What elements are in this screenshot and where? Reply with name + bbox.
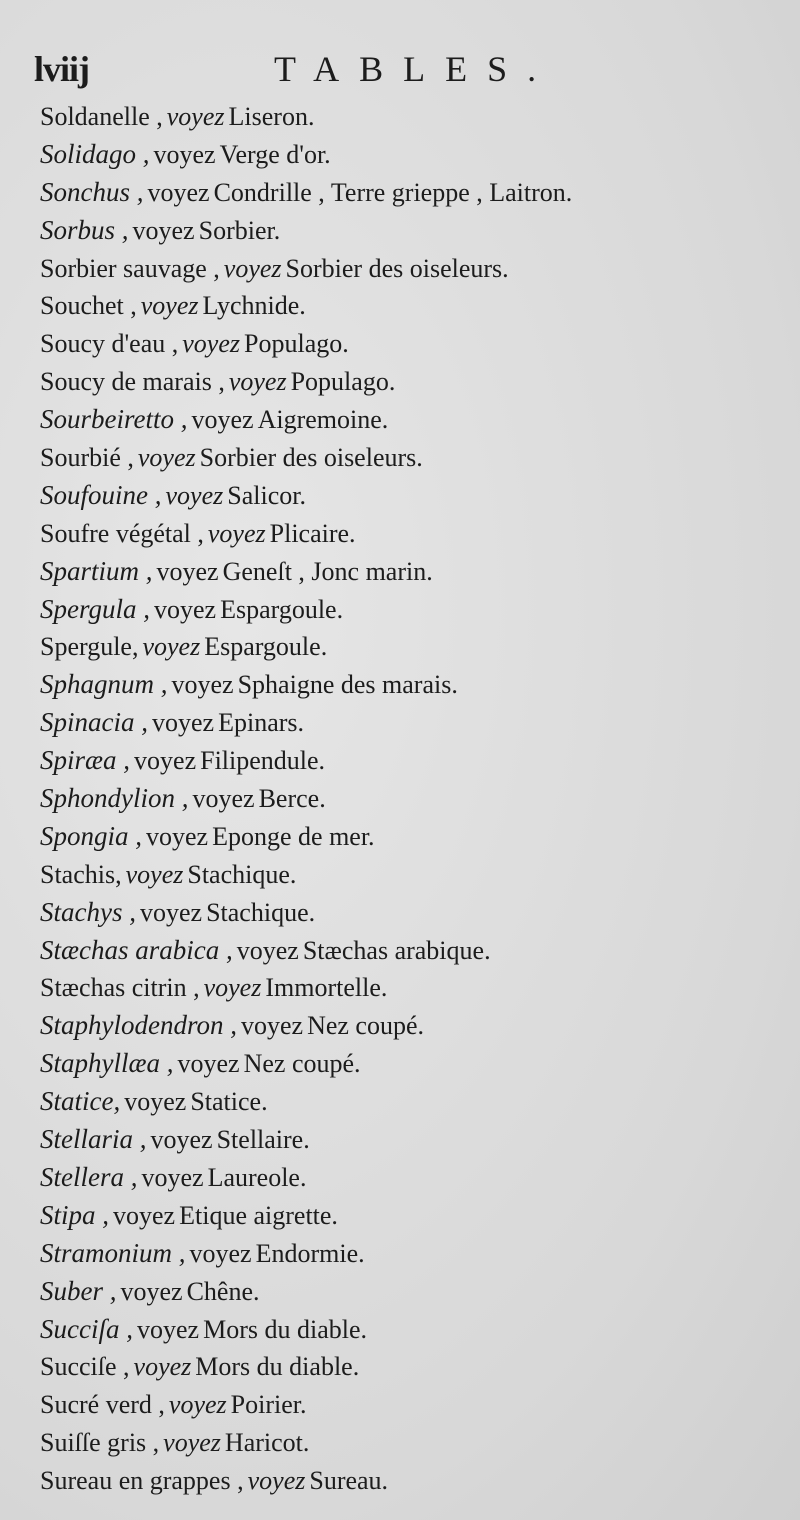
index-entry [40, 477, 780, 515]
index-entry [40, 250, 780, 288]
index-entry [40, 1159, 780, 1197]
entry-voyez: voyez [136, 1314, 200, 1344]
entry-voyez: voyez [191, 405, 254, 435]
entry-term: Sphagnum , [40, 669, 168, 700]
index-entry [40, 515, 780, 553]
entry-term: Sourbeiretto , [40, 404, 188, 435]
entry-term: Statice, [40, 1086, 121, 1117]
entry-target: Sorbier. [198, 215, 281, 245]
entry-target: Verge d'or. [219, 139, 331, 169]
entry-target: Populago. [244, 329, 349, 359]
entry-target: Haricot. [224, 1428, 310, 1458]
entry-target: Sureau. [309, 1466, 389, 1496]
index-entry [40, 969, 780, 1007]
entry-term: Stachys , [40, 896, 136, 927]
entry-target: Endormie. [255, 1238, 365, 1268]
index-entry [40, 174, 780, 212]
entry-term: Staphylodendron , [40, 1010, 237, 1041]
entry-target: Chêne. [186, 1276, 260, 1306]
entry-target: Stachique. [187, 859, 297, 889]
entry-voyez: voyez [124, 1087, 187, 1117]
entry-voyez: voyez [247, 1466, 306, 1496]
entry-term: Sphondylion , [40, 783, 189, 814]
entry-term: Suiſſe gris , [40, 1428, 160, 1458]
entry-target: Eponge de mer. [212, 821, 375, 851]
entry-term: Soufre végétal , [40, 518, 204, 548]
page-header [34, 48, 774, 96]
entry-voyez: voyez [168, 1390, 227, 1420]
index-entry [40, 325, 780, 363]
entry-term: Spartium , [40, 555, 153, 586]
entry-voyez: voyez [150, 1125, 213, 1155]
entry-voyez: voyez [120, 1276, 183, 1306]
index-entry [40, 136, 780, 174]
entry-voyez: voyez [156, 556, 219, 586]
entry-voyez: voyez [146, 821, 209, 851]
index-entry [40, 1045, 780, 1083]
index-entry [40, 1007, 780, 1045]
index-entry [40, 287, 780, 325]
index-entry [40, 1121, 780, 1159]
index-entry [40, 666, 780, 704]
entry-target: Berce. [258, 784, 326, 814]
entry-target: Salicor. [227, 480, 306, 510]
entry-term: Spiræa , [40, 745, 131, 776]
entry-target: Statice. [190, 1087, 268, 1117]
entry-term: Stipa , [40, 1199, 110, 1230]
entry-voyez: voyez [189, 1238, 252, 1268]
entry-term: Succiſa , [40, 1313, 133, 1344]
entry-term: Staphyllæa , [40, 1048, 174, 1079]
entry-voyez: voyez [152, 708, 215, 738]
entry-voyez: voyez [223, 253, 282, 283]
entry-voyez: voyez [203, 973, 262, 1003]
entry-target: Etique aigrette. [179, 1200, 338, 1230]
entry-term: Soucy de marais , [40, 367, 225, 397]
index-entry [40, 439, 780, 477]
entry-voyez: voyez [163, 1428, 221, 1458]
entry-term: Stachis, [40, 859, 122, 889]
index-entry [40, 553, 780, 591]
entry-term: Spergula , [40, 593, 150, 624]
entry-term: Sonchus , [40, 176, 144, 207]
entry-voyez: voyez [142, 632, 201, 662]
entry-term: Stæchas citrin , [40, 973, 200, 1003]
entry-voyez: voyez [182, 329, 241, 359]
entry-target: Espargoule. [220, 594, 344, 624]
index-entry [40, 894, 780, 932]
index-entry [40, 1311, 780, 1349]
entry-term: Stramonium , [40, 1237, 186, 1268]
index-entry [40, 628, 780, 666]
entry-voyez: voyez [166, 102, 225, 131]
entry-target: Plicaire. [269, 518, 356, 548]
index-entry [40, 1424, 780, 1462]
entry-voyez: voyez [140, 291, 199, 321]
entry-target: Nez coupé. [243, 1049, 361, 1079]
entry-term: Spinacia , [40, 707, 148, 738]
entry-target: Sphaigne des marais. [237, 670, 458, 700]
entry-term: Succiſe , [40, 1352, 130, 1382]
entry-voyez: voyez [192, 784, 255, 814]
entry-voyez: voyez [147, 177, 210, 207]
index-entry [40, 780, 780, 818]
entry-term: Sourbié , [40, 443, 134, 473]
entry-target: Espargoule. [204, 632, 328, 662]
entry-voyez: voyez [177, 1049, 240, 1079]
index-entry [40, 704, 780, 742]
entry-target: Condrille , Terre grieppe , Laitron. [213, 177, 573, 207]
entry-target: Nez coupé. [307, 1011, 425, 1041]
entry-target: Stæchas arabique. [302, 935, 491, 965]
entry-term: Soufouine , [40, 479, 162, 510]
entry-term: Sucré verd , [40, 1390, 165, 1420]
entry-term: Sureau en grappes , [40, 1466, 244, 1496]
entry-term: Suber , [40, 1275, 117, 1306]
entry-target: Immortelle. [265, 973, 388, 1003]
entry-target: Geneſt , Jonc marin. [222, 556, 433, 586]
entry-target: Epinars. [218, 708, 305, 738]
index-entry [40, 818, 780, 856]
index-entry [40, 98, 780, 136]
entry-term: Sorbier sauvage , [40, 253, 220, 283]
entry-voyez: voyez [165, 480, 224, 510]
entry-target: Laureole. [207, 1162, 307, 1192]
entry-term: Stellaria , [40, 1124, 147, 1155]
index-entry [40, 742, 780, 780]
entry-target: Stachique. [206, 897, 316, 927]
entry-voyez: voyez [154, 594, 217, 624]
entry-target: Aigremoine. [257, 405, 389, 435]
entry-voyez: voyez [125, 859, 184, 889]
index-entry [40, 401, 780, 439]
entry-term: Stæchas arabica , [40, 934, 233, 965]
entry-target: Sorbier des oiseleurs. [285, 253, 509, 283]
entry-term: Souchet , [40, 291, 137, 321]
entry-term: Spergule, [40, 632, 139, 662]
index-entry [40, 1348, 780, 1386]
entry-target: Poirier. [230, 1390, 307, 1420]
entry-term: Sorbus , [40, 214, 129, 245]
entry-voyez: voyez [137, 443, 196, 473]
index-entry [40, 1273, 780, 1311]
entry-voyez: voyez [132, 215, 195, 245]
index-entry [40, 212, 780, 250]
index-entry [40, 1386, 780, 1424]
entry-voyez: voyez [236, 935, 299, 965]
index-entry-list [40, 98, 780, 1500]
index-entry [40, 591, 780, 629]
page-number: lviij [34, 49, 89, 89]
entry-term: Soldanelle , [40, 102, 163, 131]
entry-voyez: voyez [134, 746, 197, 776]
entry-voyez: voyez [139, 897, 203, 927]
index-entry [40, 856, 780, 894]
index-entry [40, 1462, 780, 1500]
entry-voyez: voyez [207, 518, 266, 548]
entry-voyez: voyez [153, 139, 216, 169]
entry-voyez: voyez [171, 670, 234, 700]
entry-term: Stellera , [40, 1161, 138, 1192]
entry-target: Lychnide. [202, 291, 306, 321]
entry-target: Filipendule. [200, 746, 326, 776]
index-entry [40, 1197, 780, 1235]
entry-voyez: voyez [113, 1200, 176, 1230]
entry-target: Stellaire. [216, 1125, 310, 1155]
entry-voyez: voyez [228, 367, 287, 397]
index-entry [40, 932, 780, 970]
entry-target: Sorbier des oiseleurs. [199, 443, 423, 473]
entry-term: Soucy d'eau , [40, 329, 179, 359]
entry-target: Mors du diable. [203, 1314, 367, 1344]
index-entry [40, 1235, 780, 1273]
entry-term: Spongia , [40, 820, 143, 851]
entry-target: Mors du diable. [195, 1352, 360, 1382]
entry-voyez: voyez [133, 1352, 192, 1382]
index-entry [40, 363, 780, 401]
entry-target: Populago. [290, 367, 396, 397]
running-title: TABLES. [274, 49, 557, 89]
entry-voyez: voyez [240, 1011, 304, 1041]
entry-voyez: voyez [141, 1162, 204, 1192]
entry-term: Solidago , [40, 138, 150, 169]
entry-target: Liseron. [228, 102, 315, 131]
index-entry [40, 1083, 780, 1121]
